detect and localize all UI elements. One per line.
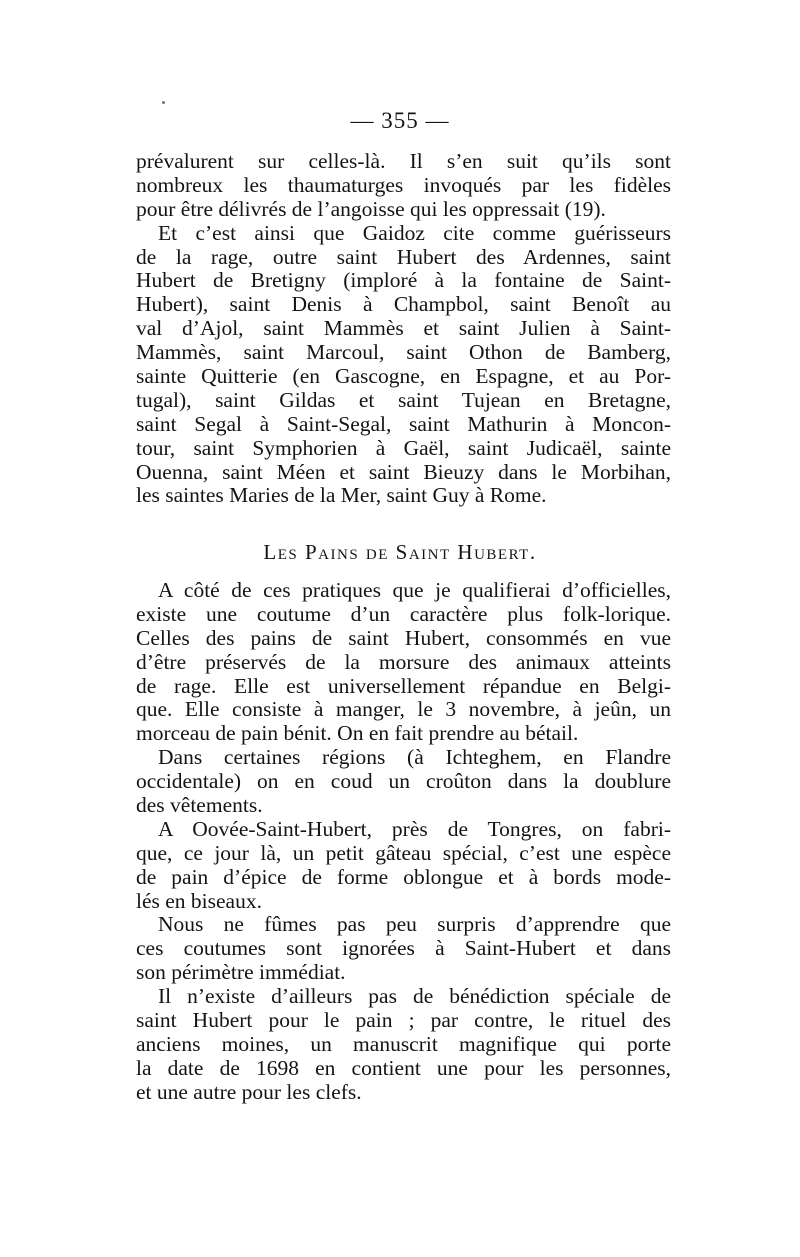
- text-line: saint Segal à Saint-Segal, saint Mathurin à Moncon-: [136, 412, 671, 436]
- text-line: la date de 1698 en contient une pour les personnes,: [136, 1056, 671, 1080]
- text-line: de pain d’épice de forme oblongue et à bords mode-: [136, 865, 671, 889]
- text-line: val d’Ajol, saint Mammès et saint Julien à Saint-: [136, 317, 671, 341]
- paragraph: [136, 985, 671, 1104]
- text-line: Ouenna, saint Méen et saint Bieuzy dans le Morbihan,: [136, 460, 671, 484]
- section-heading: Les Pains de Saint Hubert.: [263, 540, 537, 564]
- text-line: ces coutumes sont ignorées à Saint-Hubert et dans: [136, 937, 671, 961]
- text-line: prévalurent sur celles-là. Il s’en suit qu’ils sont: [136, 150, 671, 173]
- text-line: des vêtements.: [136, 794, 263, 818]
- paragraph: [136, 818, 671, 914]
- text-line: sainte Quitterie (en Gascogne, en Espagne, et au Por-: [136, 365, 671, 389]
- text-line: Nous ne fûmes pas peu surpris d’apprendre que: [158, 913, 671, 937]
- text-line: nombreux les thaumaturges invoqués par les fidèles: [136, 173, 671, 197]
- text-line: A Oovée-Saint-Hubert, près de Tongres, on fabri-: [158, 817, 671, 841]
- text-line: Il n’existe d’ailleurs pas de bénédiction spéciale de: [158, 985, 671, 1009]
- page-number: — 355 —: [350, 108, 450, 133]
- text-line: que. Elle consiste à manger, le 3 novembre, à jeûn, un: [136, 698, 671, 722]
- text-line: et une autre pour les clefs.: [136, 1080, 362, 1104]
- text-line: Et c’est ainsi que Gaidoz cite comme guérisseurs: [158, 221, 671, 245]
- text-line: Celles des pains de saint Hubert, consommés en vue: [136, 626, 671, 650]
- text-line: anciens moines, un manuscrit magnifique qui porte: [136, 1032, 671, 1056]
- paragraph: [136, 746, 671, 818]
- text-line: Dans certaines régions (à Ichteghem, en Flandre: [158, 746, 671, 770]
- text-line: d’être préservés de la morsure des animaux atteints: [136, 650, 671, 674]
- text-line: saint Hubert pour le pain ; par contre, le rituel des: [136, 1009, 671, 1033]
- paragraph: [136, 222, 671, 509]
- text-line: Mammès, saint Marcoul, saint Othon de Bamberg,: [136, 341, 671, 365]
- text-line: A côté de ces pratiques que je qualifierai d’officielles,: [158, 579, 671, 602]
- text-line: Hubert de Bretigny (imploré à la fontaine de Saint-: [136, 269, 671, 293]
- text-line: tugal), saint Gildas et saint Tujean en Bretagne,: [136, 388, 671, 412]
- text-line: tour, saint Symphorien à Gaël, saint Judicaël, sainte: [136, 436, 671, 460]
- text-line: occidentale) on en coud un croûton dans la doublure: [136, 770, 671, 794]
- text-block-after-heading: [136, 579, 671, 1105]
- text-line: Hubert), saint Denis à Champbol, saint Benoît au: [136, 293, 671, 317]
- text-line: existe une coutume d’un caractère plus folk-lorique.: [136, 602, 671, 626]
- text-line: son périmètre immédiat.: [136, 961, 346, 985]
- text-line: les saintes Maries de la Mer, saint Guy à Rome.: [136, 484, 547, 508]
- text-line: de rage. Elle est universellement répandue en Belgi-: [136, 674, 671, 698]
- paper-speck: [162, 101, 165, 104]
- text-line: pour être délivrés de l’angoisse qui les oppressait (19).: [136, 197, 606, 221]
- text-line: de la rage, outre saint Hubert des Ardennes, saint: [136, 245, 671, 269]
- paragraph: [136, 150, 671, 222]
- paragraph: [136, 579, 671, 746]
- paragraph: [136, 913, 671, 985]
- text-line: lés en biseaux.: [136, 889, 262, 913]
- text-line: morceau de pain bénit. On en fait prendre au bétail.: [136, 722, 579, 746]
- text-block-before-heading: [136, 150, 671, 508]
- text-line: que, ce jour là, un petit gâteau spécial, c’est une espèce: [136, 841, 671, 865]
